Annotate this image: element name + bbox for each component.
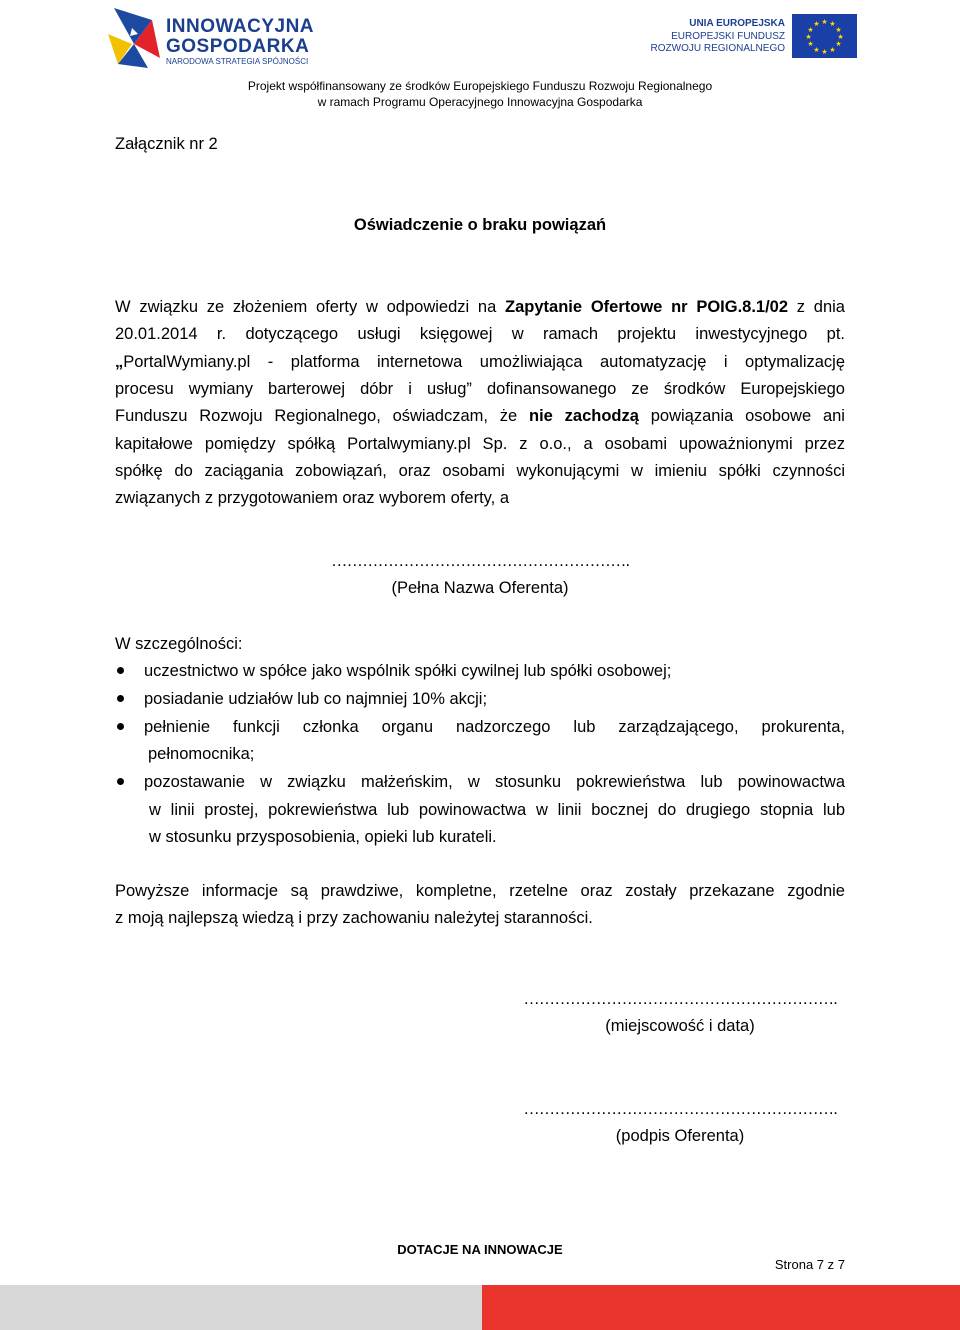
signature-label: (podpis Oferenta) [615, 1127, 745, 1145]
detail-item-3-line-2: pełnomocnika; [148, 745, 255, 763]
intro-line-2: 20.01.2014 r. dotyczącego usługi księgowej w ramach projektu inwestycyjnego pt. [115, 325, 845, 343]
bullet-icon [117, 667, 124, 674]
bullet-icon [117, 778, 124, 785]
innowacyjna-gospodarka-logo [108, 4, 318, 70]
logo-line-3: NARODOWA STRATEGIA SPÓJNOŚCI [166, 57, 309, 66]
page-number: Strona 7 z 7 [774, 1257, 845, 1272]
intro-line-7: spółkę do zaciągania zobowiązań, oraz osobami wykonującymi w imieniu spółki czynności [115, 462, 845, 480]
place-date-label: (miejscowość i data) [605, 1017, 755, 1035]
details-heading: W szczególności: [115, 635, 243, 653]
svg-text:★: ★ [835, 40, 842, 48]
detail-item-1: uczestnictwo w spółce jako wspólnik spółki cywilnej lub spółki osobowej; [144, 662, 672, 680]
intro-text: powiązania osobowe ani [650, 407, 845, 425]
intro-text: .pl - platforma internetowa umożliwiająca automatyzację i optymalizację [232, 353, 845, 371]
footer-program: DOTACJE NA INNOWACJE [397, 1242, 563, 1257]
annex-label: Załącznik nr 2 [115, 135, 218, 153]
bullet-icon [117, 723, 124, 730]
intro-line-5 [115, 403, 845, 431]
page-title: Oświadczenie o braku powiązań [353, 216, 607, 234]
place-date-dots: ……………………………………………………. [523, 990, 837, 1008]
intro-line-8: związanych z przygotowaniem oraz wyborem oferty, a [115, 489, 510, 507]
oferent-dots: …………………………………………………. [330, 552, 630, 570]
detail-item-3-line-1: pełnienie funkcji członka organu nadzorczego lub zarządzającego, prokurenta, [144, 718, 845, 736]
eu-flag-icon [792, 14, 857, 58]
closing-line-2: z moją najlepszą wiedzą i przy zachowaniu należytej staranności. [115, 909, 593, 927]
oferent-label: (Pełna Nazwa Oferenta) [391, 579, 569, 597]
intro-line-3 [115, 349, 845, 377]
intro-text: Funduszu Rozwoju Regionalnego, oświadczam, że [115, 407, 518, 425]
svg-text:★: ★ [829, 20, 836, 28]
project-funding-line-2: w ramach Programu Operacyjnego Innowacyjna Gospodarka [317, 95, 643, 109]
eu-logo-line-1: UNIA EUROPEJSKA [689, 18, 785, 29]
intro-line-1 [115, 294, 845, 322]
intro-line-4: procesu wymiany barterowej dóbr i usług” dofinansowanego ze środków Europejskiego [115, 380, 845, 398]
svg-text:★: ★ [821, 18, 828, 26]
svg-text:★: ★ [821, 48, 828, 56]
footer-bar-grey [0, 1285, 482, 1330]
detail-item-4-line-1: pozostawanie w związku małżeńskim, w stosunku pokrewieństwa lub powinowactwa [144, 773, 845, 791]
project-funding-line-1: Projekt współfinansowany ze środków Europejskiego Funduszu Rozwoju Regionalnego [247, 79, 713, 93]
svg-text:★: ★ [813, 46, 820, 54]
detail-item-4-line-3: w stosunku przysposobienia, opieki lub kurateli. [149, 828, 497, 846]
open-quote: „ [115, 353, 124, 371]
svg-text:★: ★ [835, 26, 842, 34]
intro-text: W związku ze złożeniem oferty w odpowiedzi na [115, 298, 497, 316]
no-relation-emphasis: nie zachodzą [529, 407, 639, 425]
closing-line-1: Powyższe informacje są prawdziwe, kompletne, rzetelne oraz zostały przekazane zgodnie [115, 882, 845, 900]
eu-logo-line-3: ROZWOJU REGIONALNEGO [650, 43, 785, 54]
inquiry-number: Zapytanie Ofertowe nr POIG.8.1/02 [505, 298, 789, 316]
svg-text:★: ★ [837, 33, 844, 41]
signature-dots: ……………………………………………………. [523, 1100, 837, 1118]
logo-line-2: GOSPODARKA [166, 36, 310, 57]
bullet-icon [117, 695, 124, 702]
innowacyjna-gospodarka-emblem [108, 4, 166, 70]
detail-item-2: posiadanie udziałów lub co najmniej 10% akcji; [144, 690, 488, 708]
footer-bar-red [482, 1285, 960, 1330]
svg-text:★: ★ [813, 20, 820, 28]
project-name: PortalWymiany [123, 353, 233, 371]
eu-fund-logo [650, 14, 857, 60]
intro-line-6: kapitałowe pomiędzy spółką Portalwymiany.pl Sp. z o.o., a osobami upoważnionymi przez [115, 435, 845, 453]
svg-text:★: ★ [807, 40, 814, 48]
logo-line-1: INNOWACYJNA [166, 16, 315, 37]
detail-item-4-line-2: w linii prostej, pokrewieństwa lub powinowactwa w linii bocznej do drugiego stopnia lub [149, 801, 845, 819]
intro-text: z dnia [796, 298, 845, 316]
svg-text:★: ★ [807, 26, 814, 34]
svg-text:★: ★ [829, 46, 836, 54]
svg-text:★: ★ [805, 33, 812, 41]
eu-logo-line-2: EUROPEJSKI FUNDUSZ [671, 31, 785, 42]
